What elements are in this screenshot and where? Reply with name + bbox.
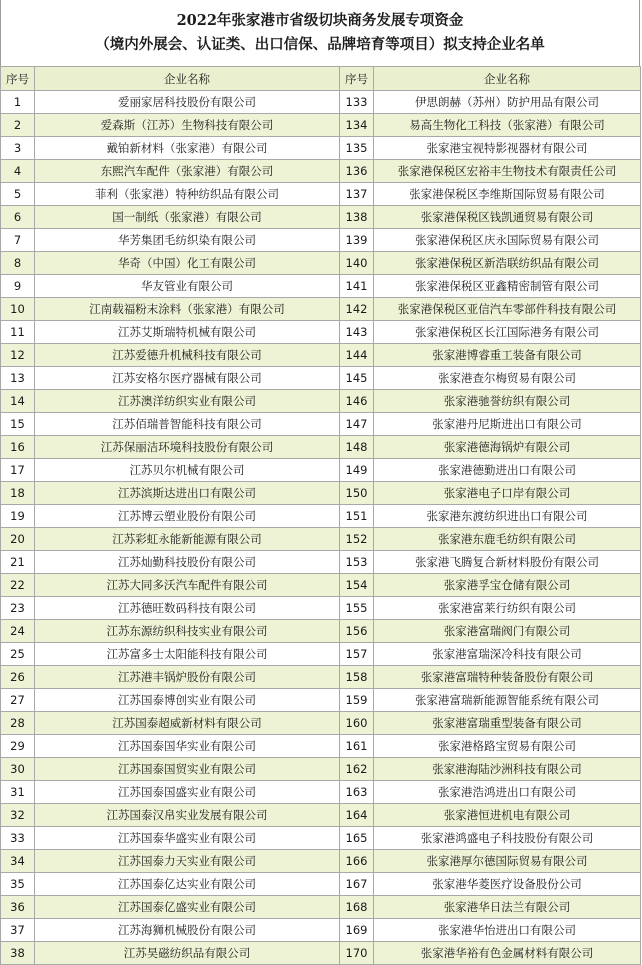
company-cell-right: 张家港富瑞新能源智能系统有限公司 [374,689,641,712]
seq-cell-right: 151 [340,505,374,528]
seq-cell-right: 149 [340,459,374,482]
seq-cell-right: 153 [340,551,374,574]
company-cell-left: 华芳集团毛纺织染有限公司 [35,229,340,252]
table-row [1,298,641,321]
company-cell-left: 爱森斯（江苏）生物科技有限公司 [35,114,340,137]
company-cell-right: 张家港保税区亚信汽车零部件科技有限公司 [374,298,641,321]
company-cell-left: 江苏佰瑞普智能科技有限公司 [35,413,340,436]
table-row [1,482,641,505]
table-body [1,91,641,965]
seq-cell-right: 155 [340,597,374,620]
seq-cell-right: 138 [340,206,374,229]
seq-header-right: 序号 [340,67,374,91]
company-cell-right: 张家港格路宝贸易有限公司 [374,735,641,758]
company-cell-left: 江苏国泰亿盛实业有限公司 [35,896,340,919]
seq-cell-right: 166 [340,850,374,873]
table-row [1,804,641,827]
company-cell-left: 江苏港丰锅炉股份有限公司 [35,666,340,689]
table-row [1,344,641,367]
seq-cell-left: 1 [1,91,35,114]
company-cell-left: 江苏贝尔机械有限公司 [35,459,340,482]
company-cell-right: 张家港德海锅炉有限公司 [374,436,641,459]
company-cell-left: 江苏博云塑业股份有限公司 [35,505,340,528]
table-row [1,758,641,781]
seq-cell-left: 38 [1,942,35,965]
table-row [1,735,641,758]
company-cell-right: 张家港保税区李维斯国际贸易有限公司 [374,183,641,206]
company-cell-left: 江苏艾斯瑞特机械有限公司 [35,321,340,344]
seq-cell-right: 135 [340,137,374,160]
seq-cell-right: 148 [340,436,374,459]
seq-cell-left: 6 [1,206,35,229]
seq-cell-right: 164 [340,804,374,827]
seq-cell-left: 32 [1,804,35,827]
table-row [1,712,641,735]
table-row [1,643,641,666]
table-row [1,551,641,574]
seq-cell-right: 141 [340,275,374,298]
table-row [1,689,641,712]
company-cell-left: 江苏国泰国贸实业有限公司 [35,758,340,781]
seq-cell-left: 14 [1,390,35,413]
seq-cell-right: 154 [340,574,374,597]
company-cell-right: 张家港博睿重工装备有限公司 [374,344,641,367]
seq-cell-left: 21 [1,551,35,574]
table-row [1,229,641,252]
seq-cell-right: 147 [340,413,374,436]
seq-cell-right: 161 [340,735,374,758]
seq-cell-right: 152 [340,528,374,551]
seq-cell-right: 156 [340,620,374,643]
company-cell-left: 菲利（张家港）特种纺织品有限公司 [35,183,340,206]
company-cell-left: 江苏澳洋纺织实业有限公司 [35,390,340,413]
table-row [1,850,641,873]
seq-cell-right: 137 [340,183,374,206]
seq-cell-left: 33 [1,827,35,850]
company-cell-right: 张家港鸿盛电子科技股份有限公司 [374,827,641,850]
seq-cell-left: 22 [1,574,35,597]
seq-cell-left: 20 [1,528,35,551]
seq-cell-left: 9 [1,275,35,298]
seq-cell-right: 146 [340,390,374,413]
seq-cell-right: 158 [340,666,374,689]
table-header-row [1,67,641,91]
table-row [1,620,641,643]
company-cell-right: 张家港保税区宏裕丰生物技术有限责任公司 [374,160,641,183]
company-cell-left: 华奇（中国）化工有限公司 [35,252,340,275]
seq-cell-right: 134 [340,114,374,137]
seq-cell-right: 150 [340,482,374,505]
company-cell-right: 张家港保税区新浩联纺织品有限公司 [374,252,641,275]
seq-cell-left: 26 [1,666,35,689]
table-row [1,597,641,620]
table-row [1,919,641,942]
seq-cell-right: 139 [340,229,374,252]
table-row [1,160,641,183]
table-row [1,574,641,597]
table-row [1,666,641,689]
seq-cell-right: 142 [340,298,374,321]
seq-cell-right: 169 [340,919,374,942]
seq-cell-left: 7 [1,229,35,252]
company-cell-right: 张家港富瑞阀门有限公司 [374,620,641,643]
company-cell-left: 江苏安格尔医疗器械有限公司 [35,367,340,390]
seq-cell-left: 18 [1,482,35,505]
seq-cell-left: 17 [1,459,35,482]
seq-cell-left: 19 [1,505,35,528]
company-cell-left: 江南载福粉末涂料（张家港）有限公司 [35,298,340,321]
seq-cell-left: 36 [1,896,35,919]
seq-cell-right: 136 [340,160,374,183]
seq-cell-left: 24 [1,620,35,643]
seq-cell-right: 145 [340,367,374,390]
table-row [1,827,641,850]
company-cell-right: 张家港富莱行纺织有限公司 [374,597,641,620]
seq-cell-right: 163 [340,781,374,804]
company-cell-left: 江苏大同多沃汽车配件有限公司 [35,574,340,597]
seq-cell-left: 4 [1,160,35,183]
table-row [1,413,641,436]
table-row [1,528,641,551]
company-cell-right: 张家港保税区亚鑫精密制管有限公司 [374,275,641,298]
company-cell-left: 江苏彩虹永能新能源有限公司 [35,528,340,551]
seq-header-left: 序号 [1,67,35,91]
company-cell-right: 张家港富瑞特种装备股份有限公司 [374,666,641,689]
seq-cell-right: 133 [340,91,374,114]
company-cell-right: 张家港保税区长江国际港务有限公司 [374,321,641,344]
company-cell-right: 张家港东渡纺织进出口有限公司 [374,505,641,528]
company-cell-right: 张家港宝视特影视器材有限公司 [374,137,641,160]
company-cell-right: 张家港华菱医疗设备股份公司 [374,873,641,896]
company-cell-right: 张家港保税区钱凯通贸易有限公司 [374,206,641,229]
table-row [1,390,641,413]
company-cell-left: 江苏国泰国盛实业有限公司 [35,781,340,804]
company-cell-right: 张家港查尔梅贸易有限公司 [374,367,641,390]
table-row [1,91,641,114]
company-cell-right: 张家港华怡进出口有限公司 [374,919,641,942]
company-cell-left: 江苏国泰博创实业有限公司 [35,689,340,712]
company-cell-left: 江苏海狮机械股份有限公司 [35,919,340,942]
company-header-right: 企业名称 [374,67,641,91]
company-cell-left: 江苏国泰力天实业有限公司 [35,850,340,873]
seq-cell-left: 27 [1,689,35,712]
seq-cell-left: 23 [1,597,35,620]
seq-cell-left: 29 [1,735,35,758]
company-cell-right: 易高生物化工科技（张家港）有限公司 [374,114,641,137]
seq-cell-left: 12 [1,344,35,367]
company-cell-right: 张家港德勤进出口有限公司 [374,459,641,482]
title-block [1,0,639,66]
table-row [1,252,641,275]
table-row [1,459,641,482]
table-row [1,781,641,804]
seq-cell-left: 11 [1,321,35,344]
company-cell-right: 张家港保税区庆永国际贸易有限公司 [374,229,641,252]
table-row [1,873,641,896]
company-cell-left: 国一制纸（张家港）有限公司 [35,206,340,229]
seq-cell-left: 35 [1,873,35,896]
company-cell-right: 张家港丹尼斯进出口有限公司 [374,413,641,436]
seq-cell-left: 2 [1,114,35,137]
table-row [1,505,641,528]
seq-cell-right: 167 [340,873,374,896]
company-cell-left: 戴铂新材料（张家港）有限公司 [35,137,340,160]
seq-cell-right: 140 [340,252,374,275]
seq-cell-right: 162 [340,758,374,781]
seq-cell-left: 10 [1,298,35,321]
company-cell-left: 江苏富多士太阳能科技有限公司 [35,643,340,666]
seq-cell-left: 28 [1,712,35,735]
company-cell-right: 张家港华裕有色金属材料有限公司 [374,942,641,965]
company-cell-left: 江苏德旺数码科技有限公司 [35,597,340,620]
company-cell-right: 张家港富瑞重型装备有限公司 [374,712,641,735]
seq-cell-right: 157 [340,643,374,666]
company-cell-left: 江苏国泰汉帛实业发展有限公司 [35,804,340,827]
table-row [1,206,641,229]
seq-cell-left: 25 [1,643,35,666]
table-row [1,942,641,965]
document-title-line1: 2022年张家港市省级切块商务发展专项资金 [176,12,464,29]
seq-cell-right: 143 [340,321,374,344]
seq-cell-left: 34 [1,850,35,873]
seq-cell-right: 159 [340,689,374,712]
table-row [1,275,641,298]
company-table [0,66,641,965]
company-header-left: 企业名称 [35,67,340,91]
company-cell-right: 张家港富瑞深冷科技有限公司 [374,643,641,666]
seq-cell-left: 31 [1,781,35,804]
seq-cell-right: 170 [340,942,374,965]
company-cell-right: 张家港电子口岸有限公司 [374,482,641,505]
company-cell-left: 江苏国泰国华实业有限公司 [35,735,340,758]
company-cell-right: 伊思朗赫（苏州）防护用品有限公司 [374,91,641,114]
company-cell-right: 张家港飞腾复合新材料股份有限公司 [374,551,641,574]
company-cell-right: 张家港恒进机电有限公司 [374,804,641,827]
company-cell-right: 张家港海陆沙洲科技有限公司 [374,758,641,781]
company-cell-left: 江苏滨斯达进出口有限公司 [35,482,340,505]
seq-cell-left: 16 [1,436,35,459]
company-cell-right: 张家港浩鸿进出口有限公司 [374,781,641,804]
company-cell-left: 江苏国泰亿达实业有限公司 [35,873,340,896]
seq-cell-right: 160 [340,712,374,735]
company-cell-left: 东熙汽车配件（张家港）有限公司 [35,160,340,183]
seq-cell-left: 30 [1,758,35,781]
table-row [1,896,641,919]
company-cell-right: 张家港华日法兰有限公司 [374,896,641,919]
seq-cell-right: 165 [340,827,374,850]
company-cell-left: 爱丽家居科技股份有限公司 [35,91,340,114]
seq-cell-left: 3 [1,137,35,160]
company-cell-left: 江苏保丽洁环境科技股份有限公司 [35,436,340,459]
table-row [1,436,641,459]
table-row [1,367,641,390]
company-cell-left: 江苏东源纺织科技实业有限公司 [35,620,340,643]
company-cell-right: 张家港厚尔德国际贸易有限公司 [374,850,641,873]
company-cell-right: 张家港孚宝仓储有限公司 [374,574,641,597]
company-cell-left: 江苏昊磁纺织品有限公司 [35,942,340,965]
seq-cell-right: 168 [340,896,374,919]
company-cell-left: 华友管业有限公司 [35,275,340,298]
table-row [1,183,641,206]
table-row [1,321,641,344]
company-cell-left: 江苏国泰超威新材料有限公司 [35,712,340,735]
table-row [1,137,641,160]
table-row [1,114,641,137]
seq-cell-left: 5 [1,183,35,206]
company-cell-left: 江苏灿勤科技股份有限公司 [35,551,340,574]
seq-cell-left: 37 [1,919,35,942]
seq-cell-left: 15 [1,413,35,436]
seq-cell-left: 8 [1,252,35,275]
company-cell-right: 张家港驰誉纺织有限公司 [374,390,641,413]
document-title-line2: （境内外展会、认证类、出口信保、品牌培育等项目）拟支持企业名单 [95,36,545,53]
seq-cell-right: 144 [340,344,374,367]
company-cell-right: 张家港东鹿毛纺织有限公司 [374,528,641,551]
company-cell-left: 江苏爱德升机械科技有限公司 [35,344,340,367]
company-cell-left: 江苏国泰华盛实业有限公司 [35,827,340,850]
seq-cell-left: 13 [1,367,35,390]
